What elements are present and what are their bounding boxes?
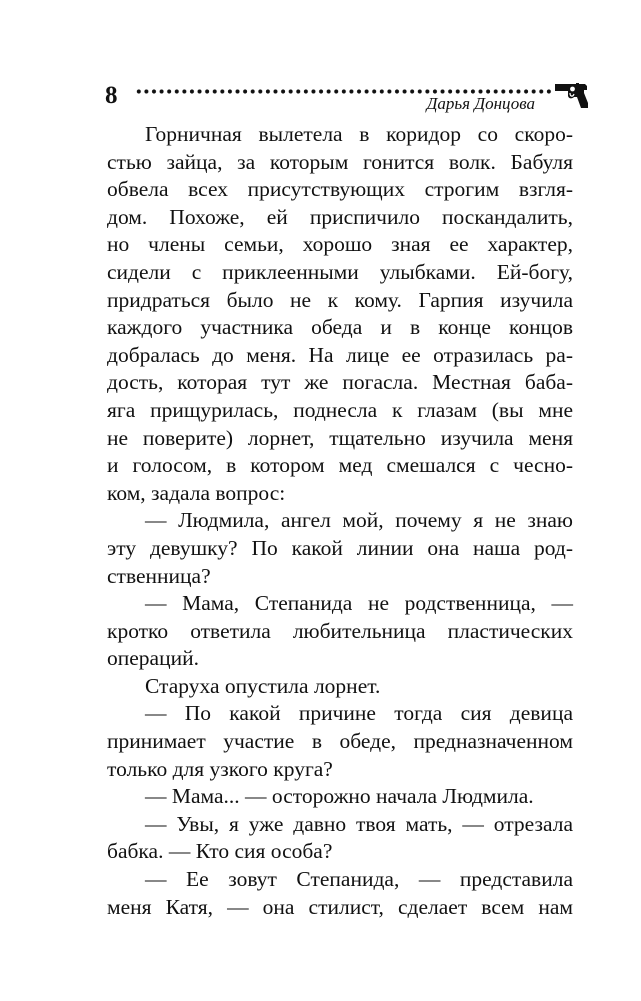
text-line: не поверите) лорнет, тщательно изучила меня xyxy=(107,425,573,450)
text-line: — По какой причине тогда сия девица xyxy=(145,701,573,726)
text-line: но члены семьи, хорошо зная ее характер, xyxy=(107,232,573,257)
text-line: — Мама... — осторожно начала Людмила. xyxy=(145,784,534,809)
text-line: и голосом, в котором мед смешался с чесно- xyxy=(107,453,573,478)
body-text xyxy=(107,121,573,921)
running-header xyxy=(105,80,590,116)
text-line: меня Катя, — она стилист, сделает всем нам xyxy=(107,894,573,919)
text-line: — Мама, Степанида не родственница, — xyxy=(145,591,573,616)
text-line: яга прищурилась, поднесла к глазам (вы мне xyxy=(107,397,573,422)
text-line: ственница? xyxy=(107,563,211,588)
revolver-icon xyxy=(554,80,590,110)
text-line: — Ее зовут Степанида, — представила xyxy=(145,867,573,892)
text-line: дость, которая тут же погасла. Местная баба- xyxy=(107,370,573,395)
text-line: стью зайца, за которым гонится волк. Бабуля xyxy=(107,149,573,174)
text-line: Старуха опустила лорнет. xyxy=(145,673,381,698)
text-line: добралась до меня. На лице ее отразилась ра- xyxy=(107,342,573,367)
text-line: придраться было не к кому. Гарпия изучила xyxy=(107,287,573,312)
text-line: операций. xyxy=(107,646,199,671)
text-line: кротко ответила любительница пластических xyxy=(107,618,573,643)
author-name: Дарья Донцова xyxy=(426,94,535,113)
text-line: Горничная вылетела в коридор со скоро- xyxy=(145,122,573,146)
text-line: дом. Похоже, ей приспичило поскандалить, xyxy=(107,204,573,229)
text-line: — Людмила, ангел мой, почему я не знаю xyxy=(145,508,573,533)
text-line: обвела всех присутствующих строгим взгля- xyxy=(107,177,573,202)
text-line: принимает участие в обеде, предназначенном xyxy=(107,729,573,754)
text-line: бабка. — Кто сия особа? xyxy=(107,839,333,864)
text-line: ком, задала вопрос: xyxy=(107,480,286,505)
page-number: 8 xyxy=(105,82,118,109)
text-line: сидели с приклеенными улыбками. Ей-богу, xyxy=(107,259,573,284)
text-line: каждого участника обеда и в конце концов xyxy=(107,315,573,340)
text-line: — Увы, я уже давно твоя мать, — отрезала xyxy=(145,811,573,836)
text-line: только для узкого круга? xyxy=(107,756,333,781)
text-line: эту девушку? По какой линии она наша род- xyxy=(107,535,573,560)
